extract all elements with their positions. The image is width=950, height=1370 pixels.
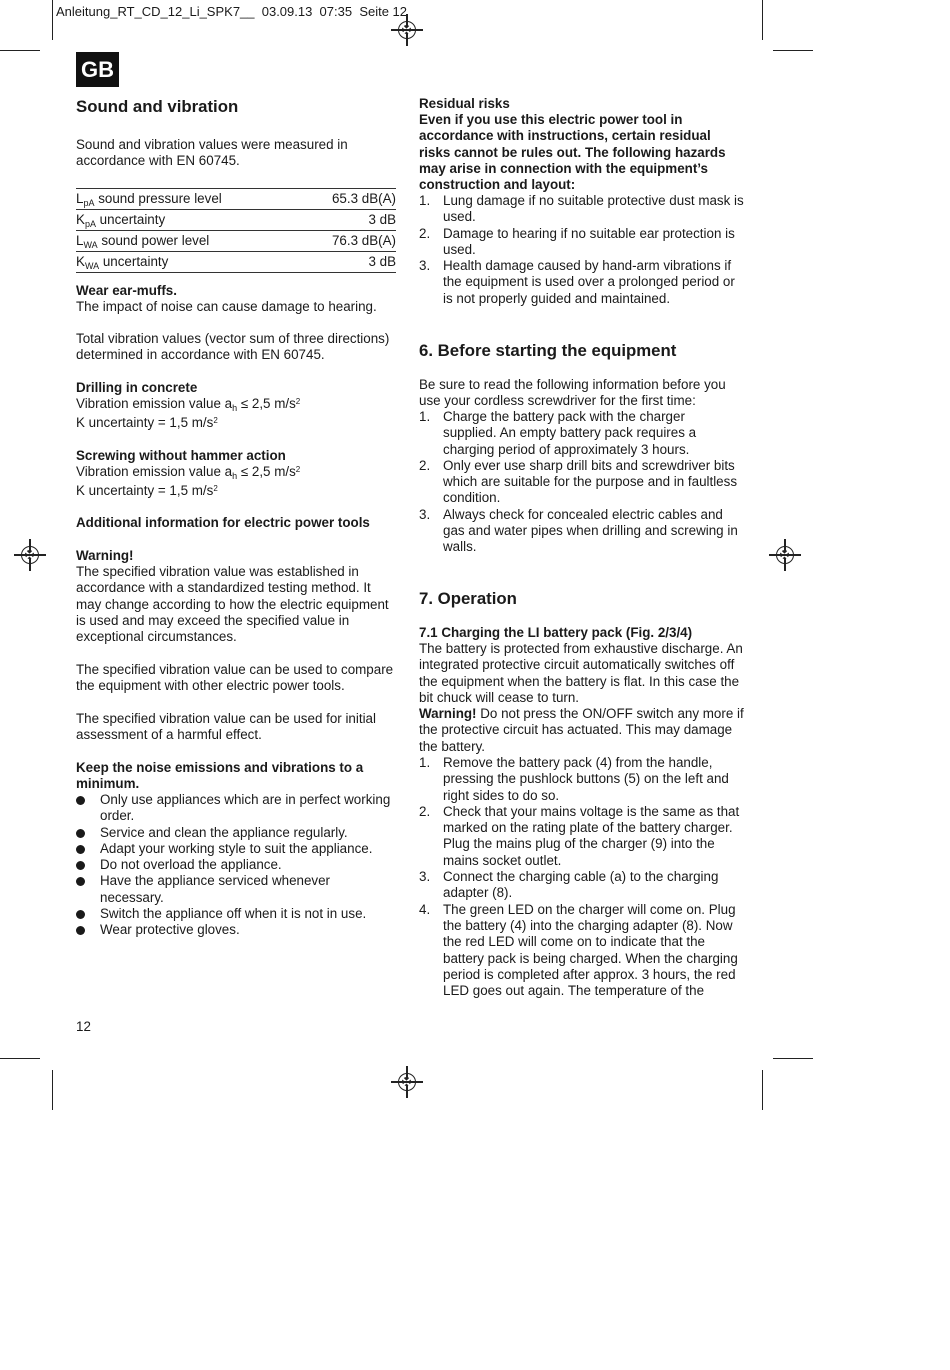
spec-value: 3 dB: [368, 211, 396, 227]
crop-mark-bottom-left-v: [52, 1070, 53, 1110]
list-item: Wear protective gloves.: [76, 922, 396, 938]
drilling-uncertainty: K uncertainty = 1,5 $m/s^2$: [76, 415, 218, 430]
crop-mark-top-left-h: [0, 50, 40, 51]
screwing-emission: Vibration emission value $a_h \le 2,5$ $m/s^2$: [76, 464, 301, 481]
registration-mark-icon: [398, 1073, 416, 1091]
language-badge: GB: [76, 52, 119, 87]
bullet-icon: [76, 910, 85, 919]
spec-row: $L_{WA}$ sound power level 76.3 dB(A): [76, 231, 396, 252]
total-vibration-text: Total vibration values (vector sum of three directions) determined in accordance with EN 60745.: [76, 331, 390, 363]
page-number: 12: [76, 1019, 91, 1034]
crop-mark-top-left-v: [52, 0, 53, 40]
residual-risks-heading: Residual risks: [419, 96, 510, 111]
section-title-before-starting: 6. Before starting the equipment: [419, 341, 677, 360]
screwing-uncertainty: K uncertainty = 1,5 $m/s^2$: [76, 483, 218, 498]
bullet-icon: [76, 845, 85, 854]
drilling-emission: Vibration emission value $a_h \le 2,5$ $m/s^2$: [76, 396, 301, 413]
list-item: Have the appliance serviced whenever necessary.: [76, 873, 340, 906]
initial-assessment-text: The specified vibration value can be used for initial assessment of a harmful effect.: [76, 711, 376, 743]
list-item: 1. Remove the battery pack (4) from the handle, pressing the pushlock buttons (5) on the left and right sides to do so.: [419, 755, 729, 803]
list-item: 1. Lung damage if no suitable protective dust mask is used.: [419, 193, 744, 225]
registration-mark-icon: [776, 546, 794, 564]
charging-text: The battery is protected from exhaustive discharge. An integrated protective circuit automatically switches off the equipment when the battery is flat. In this case the bit chuck will cease to turn.: [419, 641, 743, 705]
residual-risks-intro: Even if you use this electric power tool in accordance with instructions, certain residual risks cannot be rules out. The following hazards may arise in connection with the equipment’s construction and layout:: [419, 112, 726, 193]
list-item: 1. Charge the battery pack with the charger supplied. An empty battery pack requires a charging period of approximately 3 hours.: [419, 409, 697, 457]
crop-mark-bottom-right-v: [762, 1070, 763, 1110]
charging-warning: Warning! Do not press the ON/OFF switch any more if the protective circuit has actuated. This may damage the battery.: [419, 706, 744, 754]
spec-row: $L_{pA}$ sound pressure level 65.3 dB(A): [76, 189, 396, 210]
list-item: 2. Only ever use sharp drill bits and screwdriver bits which are suitable for the purpose and in faultless condition.: [419, 457, 738, 506]
list-item: 2. Check that your mains voltage is the same as that marked on the rating plate of the battery charger. Plug the mains plug of the charger (9) into the mains socket outlet.: [419, 803, 740, 868]
list-item: 4. The green LED on the charger will come on. Plug the battery (4) into the charging adapter (8). Now the red LED will come on to indicate that the battery pack is being charged. When the charging period is completed after approx. 3 hours, the red LED goes out again. The temperature of the: [419, 901, 738, 999]
bullet-icon: [76, 877, 85, 886]
list-item: 3. Always check for concealed electric cables and gas and water pipes when drilling and screwing in walls.: [419, 506, 738, 555]
section-title-sound: Sound and vibration: [76, 97, 239, 116]
drilling-heading: Drilling in concrete: [76, 380, 198, 395]
spec-table: [76, 188, 396, 273]
before-starting-list: [419, 409, 744, 556]
earmuffs-heading: Wear ear-muffs.: [76, 283, 177, 298]
bullet-icon: [76, 926, 85, 935]
crop-mark-bottom-left-h: [0, 1058, 40, 1059]
sound-intro: Sound and vibration values were measured in accordance with EN 60745.: [76, 137, 348, 169]
section-title-operation: 7. Operation: [419, 589, 517, 608]
list-item: Do not overload the appliance.: [76, 857, 396, 873]
compare-text: The specified vibration value can be used to compare the equipment with other electric power tools.: [76, 662, 394, 694]
list-item: Adapt your working style to suit the appliance.: [76, 841, 396, 857]
crop-mark-top-right-v: [762, 0, 763, 40]
bullet-icon: [76, 861, 85, 870]
spec-value: 65.3 dB(A): [331, 190, 396, 206]
spec-value: 3 dB: [368, 253, 396, 269]
warning-text: The specified vibration value was established in accordance with a standardized testing method. It may change according to how the electric equipment is used and may exceed the specified value in exceptional circumstances.: [76, 564, 389, 645]
list-item: 3. Connect the charging cable (a) to the charging adapter (8).: [419, 869, 719, 901]
crop-mark-top-right-h: [773, 50, 813, 51]
charging-steps-list: [419, 755, 744, 999]
list-item: Switch the appliance off when it is not in use.: [76, 906, 396, 922]
keep-minimum-heading: Keep the noise emissions and vibrations to a minimum.: [76, 760, 364, 792]
charging-heading: 7.1 Charging the LI battery pack (Fig. 2/3/4): [419, 625, 693, 640]
bullet-icon: [76, 829, 85, 838]
bullet-icon: [76, 796, 85, 805]
list-item: 3. Health damage caused by hand-arm vibrations if the equipment is used over a prolonged period or is not properly guided and maintained.: [419, 258, 735, 306]
list-item: Only use appliances which are in perfect working order.: [76, 792, 396, 825]
list-item: 2. Damage to hearing if no suitable ear protection is used.: [419, 225, 735, 257]
registration-mark-icon: [21, 546, 39, 564]
spec-value: 76.3 dB(A): [331, 232, 396, 248]
print-header: Anleitung_RT_CD_12_Li_SPK7__ 03.09.13 07:35 Seite 12: [56, 4, 408, 19]
registration-mark-icon: [398, 21, 416, 39]
bullet-list: [76, 792, 396, 939]
spec-row: $K_{pA}$ uncertainty 3 dB: [76, 210, 396, 231]
warning-heading: Warning!: [76, 548, 134, 563]
screwing-heading: Screwing without hammer action: [76, 448, 286, 463]
crop-mark-bottom-right-h: [773, 1058, 813, 1059]
residual-risks-list: [419, 193, 744, 307]
earmuffs-text: The impact of noise can cause damage to hearing.: [76, 299, 377, 314]
additional-info-heading: Additional information for electric power tools: [76, 515, 370, 530]
before-starting-intro: Be sure to read the following information before you use your cordless screwdriver for the first time:: [419, 377, 726, 409]
spec-row: $K_{WA}$ uncertainty 3 dB: [76, 252, 396, 273]
list-item: Service and clean the appliance regularly.: [76, 825, 396, 841]
